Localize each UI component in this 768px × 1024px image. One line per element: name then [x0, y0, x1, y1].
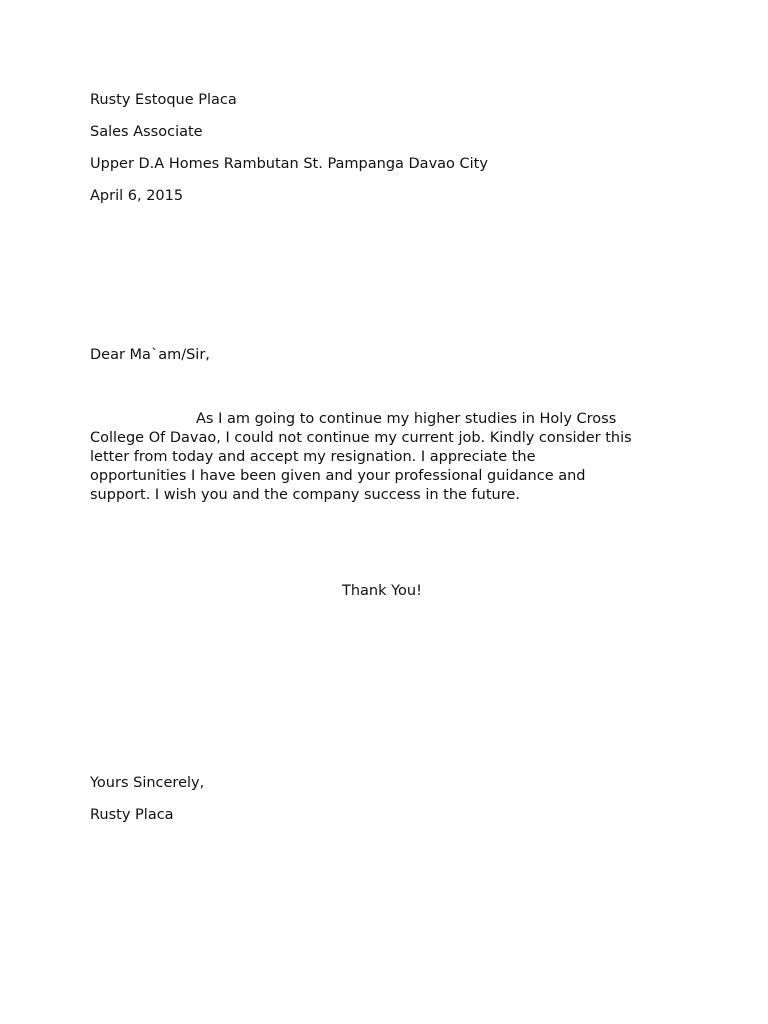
thank-you: Thank You!: [342, 583, 422, 599]
body-line-text: As I am going to continue my higher studies in Holy Cross: [196, 411, 617, 427]
signature-name: Rusty Placa: [90, 807, 174, 823]
sender-address: Upper D.A Homes Rambutan St. Pampanga Davao City: [90, 156, 488, 172]
body-line: letter from today and accept my resignation. I appreciate the: [90, 449, 536, 465]
body-line: opportunities I have been given and your professional guidance and: [90, 468, 586, 484]
salutation: Dear Ma`am/Sir,: [90, 347, 210, 363]
body-line: College Of Davao, I could not continue my current job. Kindly consider this: [90, 430, 632, 446]
body-line: [90, 410, 680, 429]
sender-position: Sales Associate: [90, 124, 203, 140]
body-line: support. I wish you and the company success in the future.: [90, 487, 520, 503]
letter-body: [90, 410, 680, 505]
letter-date: April 6, 2015: [90, 188, 184, 204]
complimentary-closing: Yours Sincerely,: [90, 775, 205, 791]
sender-name: Rusty Estoque Placa: [90, 92, 237, 108]
